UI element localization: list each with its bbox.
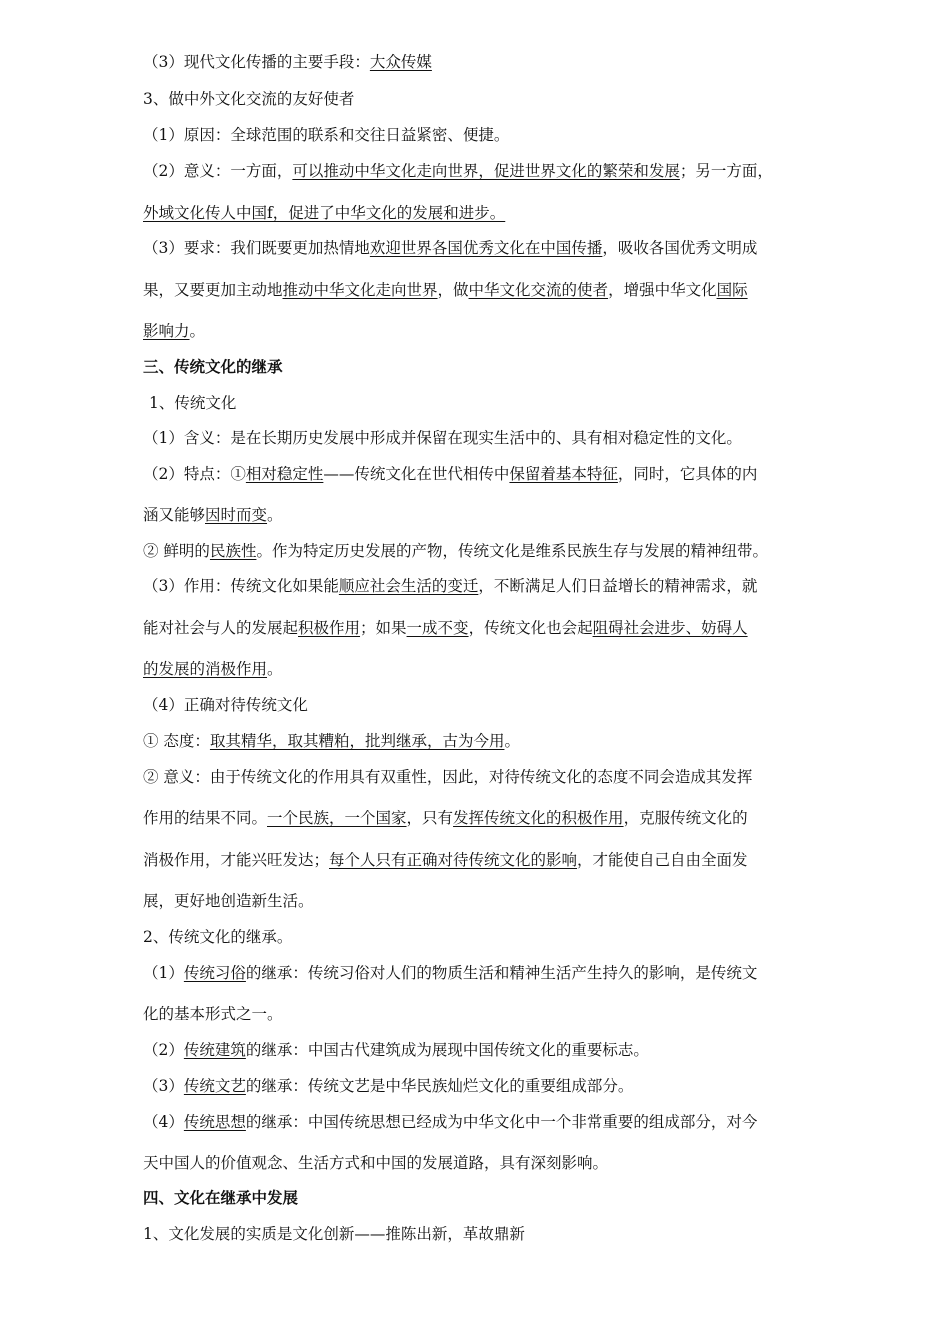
text-line: 天中国人的价值观念、生活方式和中国的发展道路，具有深刻影响。 <box>143 1154 609 1172</box>
text-line: 能对社会与人的发展起积极作用；如果一成不变，传统文化也会起阻碍社会进步、妨碍人 <box>143 619 748 637</box>
text-line: （2）特点：①相对稳定性——传统文化在世代相传中保留着基本特征，同时，它具体的内 <box>143 465 758 483</box>
text-line: 消极作用，才能兴旺发达；每个人只有正确对待传统文化的影响，才能使自己自由全面发 <box>143 851 748 869</box>
text-line: （4）传统思想的继承：中国传统思想已经成为中华文化中一个非常重要的组成部分，对今 <box>143 1113 758 1131</box>
text-line: （2）传统建筑的继承：中国古代建筑成为展现中国传统文化的重要标志。 <box>143 1041 649 1059</box>
text-line: ① 态度：取其精华，取其糟粕，批判继承，古为今用。 <box>143 732 520 750</box>
text-line: （3）现代文化传播的主要手段：大众传媒 <box>143 53 432 71</box>
text-line: （1）含义：是在长期历史发展中形成并保留在现实生活中的、具有相对稳定性的文化。 <box>143 429 742 447</box>
section-heading: 三、传统文化的继承 <box>143 357 283 376</box>
text-line: （2）意义：一方面，可以推动中华文化走向世界，促进世界文化的繁荣和发展；另一方面， <box>143 162 773 180</box>
subsection-heading: 1、传统文化 <box>149 394 237 412</box>
text-line: 涵又能够因时而变。 <box>143 506 283 524</box>
text-line: 作用的结果不同。一个民族，一个国家，只有发挥传统文化的积极作用，克服传统文化的 <box>143 809 748 827</box>
text-line: 化的基本形式之一。 <box>143 1005 283 1023</box>
text-line: （4）正确对待传统文化 <box>143 696 308 714</box>
text-line: 的发展的消极作用。 <box>143 660 283 678</box>
text-line: 3、做中外文化交流的友好使者 <box>143 90 355 108</box>
text-line: 果，又要更加主动地推动中华文化走向世界，做中华文化交流的使者，增强中华文化国际 <box>143 281 748 299</box>
text-line: （3）作用：传统文化如果能顺应社会生活的变迁，不断满足人们日益增长的精神需求，就 <box>143 577 758 595</box>
text-line: （1）原因：全球范围的联系和交往日益紧密、便捷。 <box>143 126 510 144</box>
text-line: ② 意义：由于传统文化的作用具有双重性，因此，对待传统文化的态度不同会造成其发挥 <box>143 768 753 786</box>
text-line: ② 鲜明的民族性。作为特定历史发展的产物，传统文化是维系民族生存与发展的精神纽带。 <box>143 542 768 560</box>
text-line: 外域文化传人中国f，促进了中华文化的发展和进步。 <box>143 204 506 222</box>
section-heading: 四、文化在继承中发展 <box>143 1188 299 1207</box>
text-line: 影响力。 <box>143 322 206 340</box>
text-line: （3）要求：我们既要更加热情地欢迎世界各国优秀文化在中国传播，吸收各国优秀文明成 <box>143 239 758 257</box>
subsection-heading: 1、文化发展的实质是文化创新——推陈出新，革故鼎新 <box>143 1225 525 1243</box>
text-line: （1）传统习俗的继承：传统习俗对人们的物质生活和精神生活产生持久的影响，是传统文 <box>143 964 758 982</box>
subsection-heading: 2、传统文化的继承。 <box>143 928 293 946</box>
text-line: 展，更好地创造新生活。 <box>143 892 314 910</box>
text-line: （3）传统文艺的继承：传统文艺是中华民族灿烂文化的重要组成部分。 <box>143 1077 634 1095</box>
